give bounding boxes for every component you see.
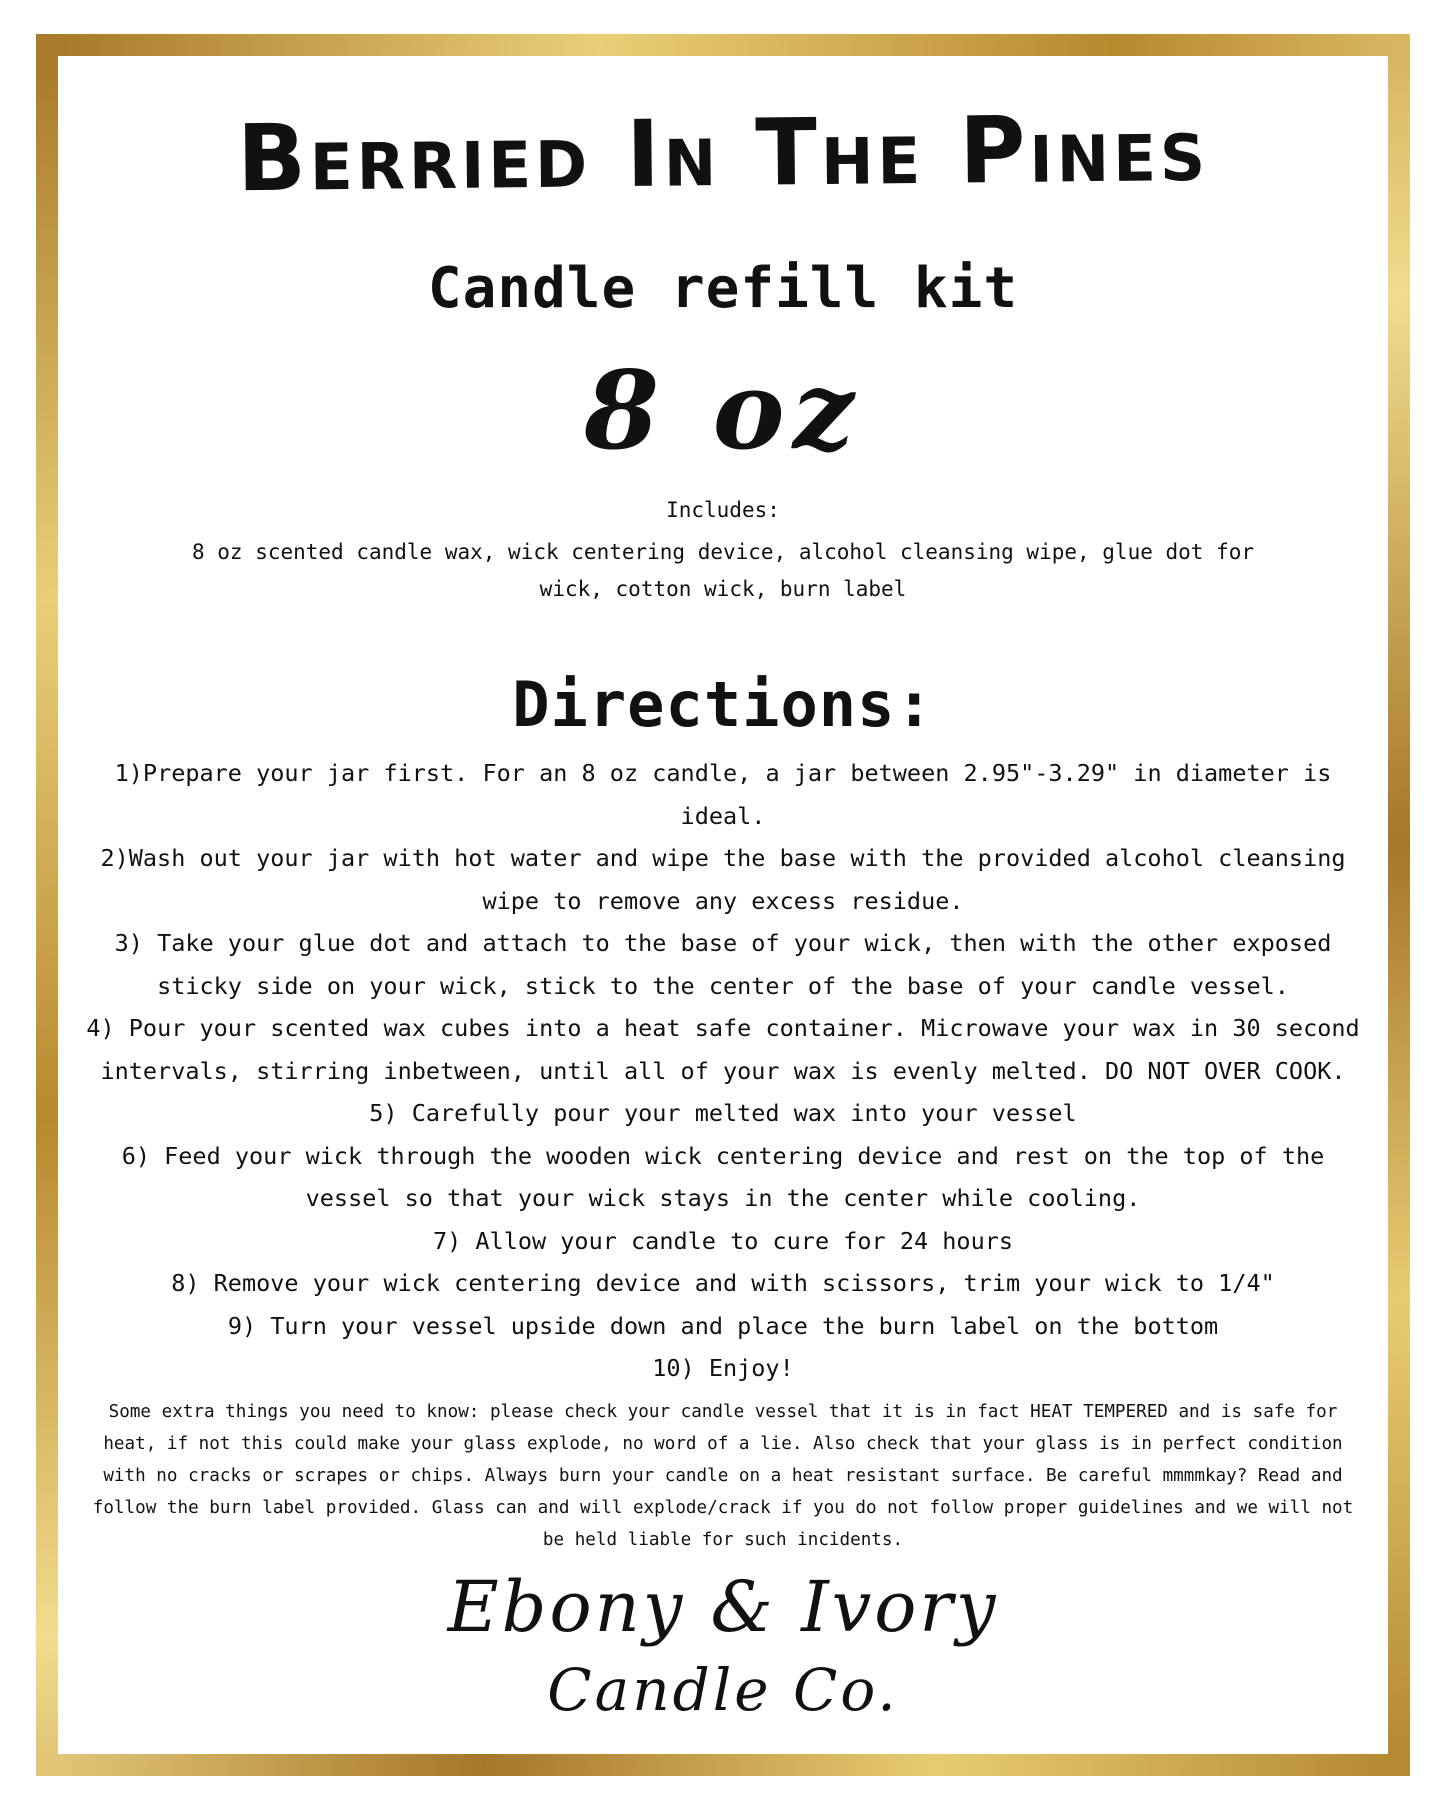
includes-list: 8 oz scented candle wax, wick centering device, alcohol cleansing wipe, glue dot for wick, cotton wick, burn label <box>191 540 1255 601</box>
direction-step-5: 5) Carefully pour your melted wax into your vessel <box>369 1099 1077 1127</box>
direction-step-10: 10) Enjoy! <box>652 1354 794 1382</box>
direction-step-3: 3) Take your glue dot and attach to the base of your wick, then with the other exposed sticky side on your wick, stick to the center of the base of your candle vessel. <box>114 929 1332 1000</box>
direction-step-2: 2)Wash out your jar with hot water and wipe the base with the provided alcohol cleansing wipe to remove any excess residue. <box>100 844 1346 915</box>
product-subtitle: Candle refill kit <box>427 256 1019 321</box>
product-size: 8 oz <box>583 348 863 474</box>
directions-heading: Directions: <box>512 668 934 741</box>
product-title: Berried In The Pines <box>236 94 1210 213</box>
direction-step-6: 6) Feed your wick through the wooden wick centering device and rest on the top of the vessel so that your wick stays in the center while cooling. <box>121 1141 1325 1212</box>
direction-step-8: 8) Remove your wick centering device and with scissors, trim your wick to 1/4" <box>171 1269 1275 1297</box>
directions-list <box>78 752 1368 1390</box>
safety-note: Some extra things you need to know: please check your candle vessel that it is in fact HEAT TEMPERED and is safe for heat, if not this could make your glass explode, no word of a lie. Also check that your glass is in perfect condition with no cracks or scrapes or chips. Always burn your candle on a heat resistant surface. Be careful mmmmkay? Read and follow the burn label provided. Glass can and will explode/crack if you do not follow proper guidelines and we will not be held liable for such incidents. <box>92 1402 1354 1550</box>
direction-step-9: 9) Turn your vessel upside down and place the burn label on the bottom <box>227 1311 1219 1340</box>
includes-label: Includes: <box>666 498 780 522</box>
direction-step-1: 1)Prepare your jar first. For an 8 oz candle, a jar between 2.95"-3.29" in diameter is ideal. <box>114 759 1332 830</box>
direction-step-4: 4) Pour your scented wax cubes into a heat safe container. Microwave your wax in 30 second intervals, stirring inbetween, until all of your wax is evenly melted. DO NOT OVER COOK. <box>86 1014 1360 1085</box>
brand-logo-name: Ebony & Ivory <box>447 1566 999 1648</box>
direction-step-7: 7) Allow your candle to cure for 24 hours <box>432 1226 1014 1255</box>
instruction-sheet <box>58 56 1388 1754</box>
brand-logo-subtitle: Candle Co. <box>547 1656 899 1724</box>
